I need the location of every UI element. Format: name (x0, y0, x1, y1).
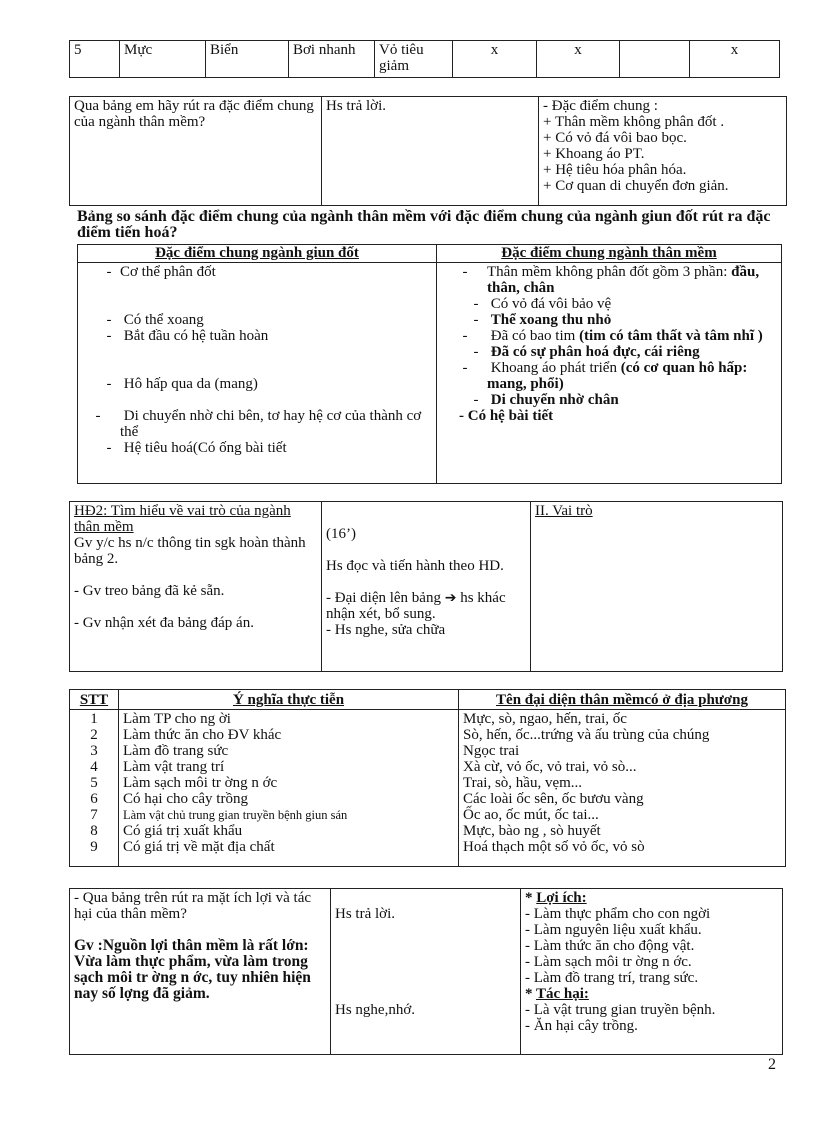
col-header-representative: Tên đại diện thân mềmcó ở địa phương (459, 690, 786, 710)
answer-line: + Khoang áo PT. (543, 146, 645, 162)
student-line: Hs trả lời. (335, 906, 396, 922)
list-item: - Có vỏ đá vôi bảo vệ (473, 296, 612, 312)
activity2-table (69, 501, 783, 672)
student-line: - Hs nghe, sửa chữa (326, 622, 446, 638)
content-cell (521, 889, 783, 1055)
list-item: - Làm đồ trang trí, trang sức. (525, 970, 699, 986)
cell-movement: Bơi nhanh (289, 41, 375, 78)
list-item: - Làm thực phẩm cho con ngời (525, 906, 711, 922)
list-item: - Có hệ bài tiết (459, 408, 554, 424)
list-item: - Bắt đầu có hệ tuần hoàn (106, 328, 269, 344)
answer-line: - Đặc điểm chung : (543, 98, 658, 114)
answer-cell (539, 97, 787, 206)
list-item: - Có thể xoang (106, 312, 204, 328)
table-row: Mực, bào ng , sò huyết (463, 823, 601, 839)
page-number: 2 (768, 1056, 776, 1073)
meaning-column (119, 710, 459, 867)
table-row: Làm đồ trang sức (123, 743, 229, 759)
time-label: (16’) (326, 526, 356, 542)
student-cell (322, 502, 531, 672)
list-item: - Đã có sự phân hoá đực, cái riêng (473, 344, 700, 360)
table-row: Mực, sò, ngao, hến, trai, ốc (463, 711, 627, 727)
list-item: - Thân mềm không phân đốt gồm 3 phần: đầu, thân, chân (462, 264, 760, 296)
table-animal-row (69, 40, 780, 78)
question-text: - Qua bảng trên rút ra mặt ích lợi và tác hại của thân mềm? (74, 890, 312, 922)
cell-mark (620, 41, 690, 78)
table-row: Các loài ốc sên, ốc bươu vàng (463, 791, 644, 807)
cell-mark: x (453, 41, 537, 78)
question-cell: Qua bảng em hãy rút ra đặc điểm chung của ngành thân mềm? (70, 97, 322, 206)
table-row: Có giá trị xuất khẩu (123, 823, 243, 839)
list-item: - Đã có bao tim (tim có tâm thất và tâm nhĩ ) (462, 328, 763, 344)
teacher-cell (70, 502, 322, 672)
table-row: Hoá thạch một số vỏ ốc, vỏ sò (463, 839, 645, 855)
list-item: - Ăn hại cây trồng. (525, 1018, 638, 1034)
activity-title: HĐ2: Tìm hiểu về vai trò của ngành thân mềm (74, 503, 291, 535)
answer-line: + Cơ quan di chuyển đơn giản. (543, 178, 729, 194)
list-item: - Thể xoang thu nhỏ (473, 312, 612, 328)
table-row: Có giá trị về mặt địa chất (123, 839, 275, 855)
table-row: Có hại cho cây trồng (123, 791, 248, 807)
list-item: - Khoang áo phát triển (có cơ quan hô hấp: mang, phổi) (462, 360, 748, 392)
cell-shell: Vỏ tiêu giảm (375, 41, 453, 78)
col-header-stt: STT (70, 690, 119, 710)
student-line: Hs đọc và tiến hành theo HD. (326, 558, 504, 574)
content-cell (531, 502, 783, 672)
table-row: Làm sạch môi tr ờng n ớc (123, 775, 278, 791)
benefits-title: * Lợi ích: (525, 890, 587, 906)
list-item: - Di chuyển nhờ chân (473, 392, 619, 408)
table-row: Ốc ao, ốc mút, ốc tai... (463, 807, 599, 823)
table-row: Ngọc trai (463, 743, 520, 759)
roles-table (69, 689, 786, 867)
answer-line: + Thân mềm không phân đốt . (543, 114, 725, 130)
table-row: Làm TP cho ng ời (123, 711, 231, 727)
student-line: Hs nghe,nhớ. (335, 1002, 416, 1018)
teacher-cell (70, 889, 331, 1055)
table-row: Làm thức ăn cho ĐV khác (123, 727, 282, 743)
list-item: - Hô hấp qua da (mang) (106, 376, 258, 392)
teacher-line: - Gv nhận xét đa bảng đáp án. (74, 615, 254, 631)
mollusc-features (437, 263, 782, 484)
table-row: Làm vật chủ trung gian truyền bệnh giun sán (123, 808, 348, 822)
cell-stt: 5 (70, 41, 120, 78)
cell-name: Mực (120, 41, 206, 78)
list-item: - Làm thức ăn cho động vật. (525, 938, 695, 954)
col-header-annelid: Đặc điểm chung ngành giun đốt (78, 245, 437, 263)
section-title: II. Vai trò (535, 503, 593, 519)
student-line: - Đại diện lên bảng ➔ hs khác nhận xét, bổ sung. (326, 590, 506, 622)
col-header-mollusc: Đặc điểm chung ngành thân mềm (437, 245, 782, 263)
stt-column: 1 2 3 4 5 6 7 8 9 (70, 710, 119, 867)
teacher-line: Gv y/c hs n/c thông tin sgk hoàn thành bảng 2. (74, 535, 306, 567)
right-arrow-icon: ➔ (444, 590, 457, 606)
student-cell: Hs trả lời. (322, 97, 539, 206)
table-row: Trai, sò, hầu, vẹm... (463, 775, 583, 791)
list-item: - Cơ thể phân đốt (106, 264, 216, 280)
representative-column (459, 710, 786, 867)
list-item: - Làm nguyên liệu xuất khẩu. (525, 922, 702, 938)
teacher-line: - Gv treo bảng đã kẻ sẵn. (74, 583, 225, 599)
table-row: Sò, hến, ốc...trứng và ấu trùng của chúng (463, 727, 710, 743)
cell-mark: x (537, 41, 620, 78)
col-header-meaning: Ý nghĩa thực tiễn (119, 690, 459, 710)
table-common-features (69, 96, 787, 206)
harms-title: * Tác hại: (525, 986, 589, 1002)
list-item: - Di chuyển nhờ chi bên, tơ hay hệ cơ của thành cơ thể (95, 408, 422, 440)
comparison-table (77, 244, 782, 484)
annelid-features (78, 263, 437, 484)
list-item: - Là vật trung gian truyền bệnh. (525, 1002, 716, 1018)
table-row: Xà cừ, vỏ ốc, vỏ trai, vỏ sò... (463, 759, 637, 775)
comparison-heading: Bảng so sánh đặc điểm chung của ngành thân mềm với đặc điểm chung của ngành giun đốt rút ra đặc điểm tiến hoá? (77, 208, 771, 241)
student-cell (331, 889, 521, 1055)
cell-habitat: Biển (206, 41, 289, 78)
answer-line: + Có vỏ đá vôi bao bọc. (543, 130, 687, 146)
cell-mark: x (690, 41, 780, 78)
list-item: - Hệ tiêu hoá(Có ống bài tiết (106, 440, 287, 456)
teacher-note: Gv :Nguồn lợi thân mềm là rất lớn: Vừa làm thực phẩm, vừa làm trong sạch môi tr ờng n ớc, tuy nhiên hiện nay số lợng đã giảm. (74, 937, 311, 1002)
table-row: Làm vật trang trí (123, 759, 225, 775)
benefits-harms-table (69, 888, 783, 1055)
answer-line: + Hệ tiêu hóa phân hóa. (543, 162, 687, 178)
list-item: - Làm sạch môi tr ờng n ớc. (525, 954, 692, 970)
